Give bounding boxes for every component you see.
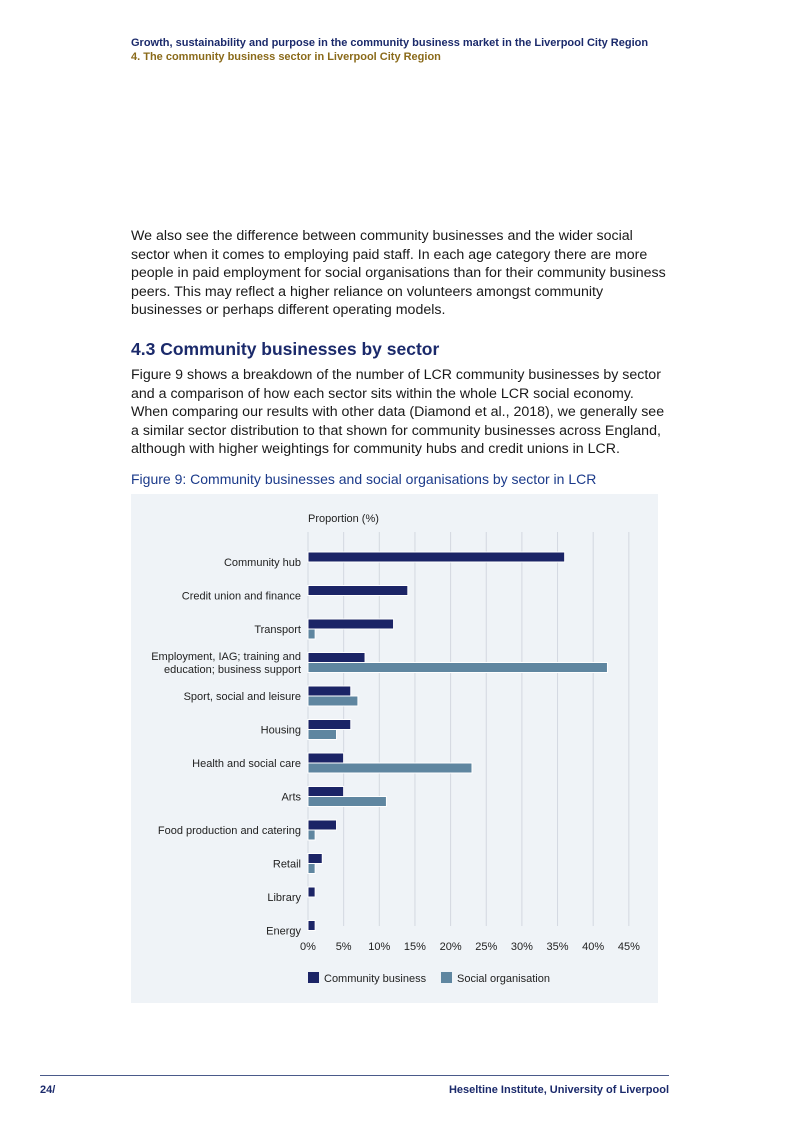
category-label-line: Library	[267, 892, 301, 904]
category-label-line: Energy	[266, 925, 301, 938]
bar-social-organisation	[308, 663, 607, 673]
x-tick-label: 0%	[300, 941, 316, 953]
footer-institution: Heseltine Institute, University of Liverpool	[448, 1084, 669, 1096]
page-number: 24/	[40, 1084, 56, 1096]
category-label-line: Housing	[260, 724, 301, 737]
category-label	[184, 691, 301, 703]
section-title: 4. The community business sector in Liverpool City Region	[131, 51, 441, 63]
bar-community-business	[308, 787, 344, 797]
bar-community-business	[308, 720, 351, 730]
category-label-line: Employment, IAG; training and	[151, 651, 301, 663]
category-label-line: Community hub	[223, 557, 301, 569]
bar-community-business	[308, 820, 337, 830]
bar-social-organisation	[308, 696, 358, 706]
bar-chart	[131, 494, 658, 1003]
category-label-line: Food production and catering	[157, 825, 301, 837]
footer-divider	[40, 1075, 669, 1076]
category-label-line: Arts	[281, 791, 301, 804]
section-heading: 4.3 Community businesses by sector	[131, 339, 440, 359]
bar-community-business	[308, 887, 315, 897]
bar-community-business	[308, 552, 565, 562]
x-tick-label: 5%	[335, 941, 352, 953]
document-title: Growth, sustainability and purpose in the community business market in the Liverpool City Region	[131, 37, 649, 49]
bar-social-organisation	[308, 864, 315, 874]
bar-community-business	[308, 619, 394, 629]
category-label-line: Transport	[254, 624, 301, 636]
category-label	[267, 892, 301, 904]
category-label	[281, 792, 301, 804]
category-label	[192, 758, 301, 770]
x-tick-label: 45%	[617, 941, 640, 953]
x-tick-label: 35%	[546, 941, 569, 953]
figure-caption: Figure 9: Community businesses and social organisations by sector in LCR	[131, 471, 597, 487]
bar-community-business	[308, 854, 322, 864]
category-label-line: Sport, social and leisure	[183, 691, 301, 703]
bar-community-business	[308, 653, 365, 663]
legend-label: Community business	[324, 973, 427, 985]
paragraph-paid-staff: We also see the difference between community businesses and the wider social sector when it comes to employing paid staff. In each age category there are more people in paid employment for social organisations than for their community business peers. This may reflect a higher reliance on volunteers amongst community businesses or perhaps different operating models.	[131, 228, 666, 319]
running-header	[131, 36, 648, 64]
bar-community-business	[308, 586, 408, 596]
legend-swatch	[308, 972, 319, 983]
bar-social-organisation	[308, 830, 315, 840]
bar-social-organisation	[308, 763, 472, 773]
x-tick-label: 40%	[582, 941, 605, 953]
x-tick-label: 15%	[403, 941, 426, 953]
category-label	[182, 591, 301, 603]
x-tick-label: 30%	[510, 941, 533, 953]
category-label-line: Retail	[272, 858, 301, 871]
category-label-line: education; business support	[164, 664, 301, 676]
category-label	[273, 859, 301, 871]
category-label	[158, 825, 301, 837]
x-axis-title: Proportion (%)	[308, 513, 379, 525]
x-tick-label: 20%	[439, 941, 462, 953]
bar-social-organisation	[308, 629, 315, 639]
category-label	[254, 624, 301, 636]
bar-community-business	[308, 686, 351, 696]
category-label-line: Health and social care	[192, 758, 301, 770]
x-tick-label: 10%	[368, 941, 391, 953]
x-tick-label: 25%	[475, 941, 498, 953]
bar-social-organisation	[308, 797, 386, 807]
category-label-line: Credit union and finance	[181, 590, 301, 603]
legend-swatch	[441, 972, 452, 983]
paragraph-sector-breakdown: Figure 9 shows a breakdown of the number of LCR community businesses by sector and a comparison of how each sector sits within the whole LCR social economy. When comparing our results with other data (Diamond et al., 2018), we generally see a similar sector distribution to that shown for community businesses across England, although with higher weightings for community hubs and credit unions in LCR.	[131, 367, 665, 458]
category-label	[261, 725, 301, 737]
chart-panel	[131, 494, 658, 1003]
bar-social-organisation	[308, 730, 337, 740]
category-label	[266, 926, 301, 938]
legend-label: Social organisation	[457, 973, 550, 985]
bar-community-business	[308, 921, 315, 931]
category-label	[224, 557, 301, 569]
bar-community-business	[308, 753, 344, 763]
category-label	[151, 651, 301, 676]
